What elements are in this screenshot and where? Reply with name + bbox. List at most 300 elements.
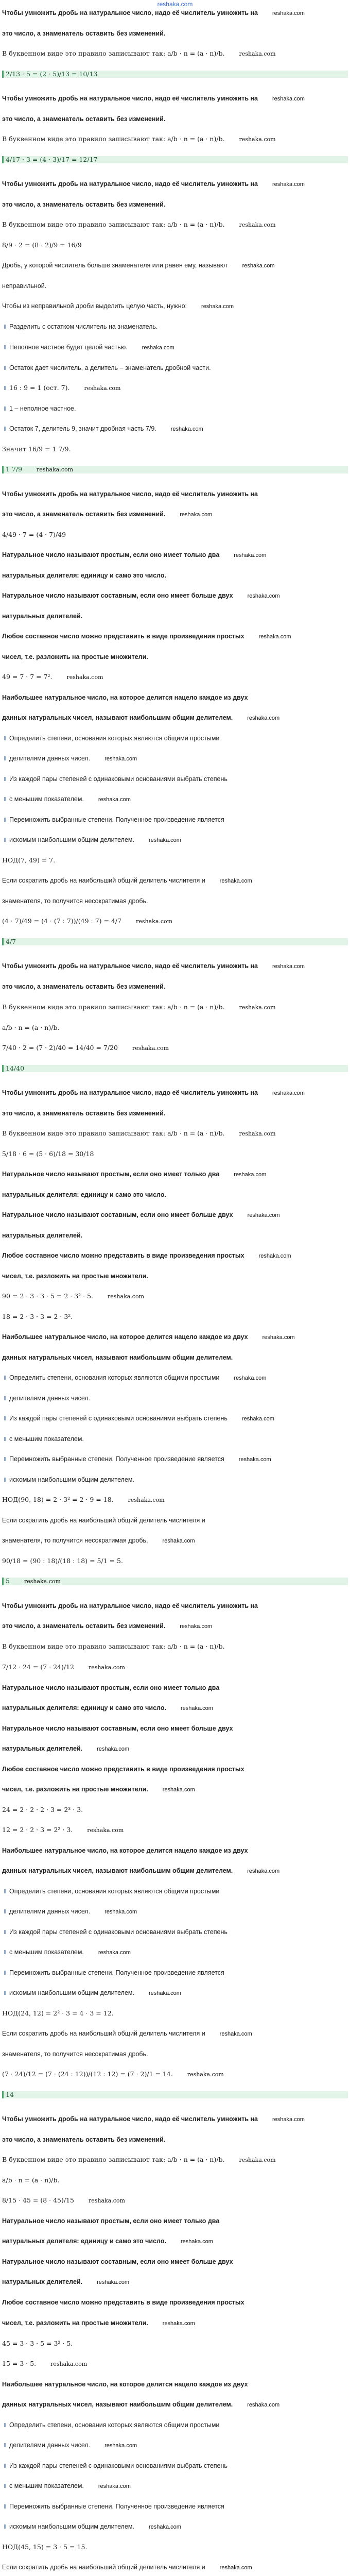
watermark-text: reshaka.com xyxy=(180,2239,213,2245)
line-text: 4/7 xyxy=(6,938,16,946)
answer-line xyxy=(2,156,348,163)
line-text: натуральных делителя: единицу и само это число. xyxy=(2,2238,166,2245)
text-line xyxy=(2,2177,348,2184)
rule-text xyxy=(2,1684,348,1691)
text-line xyxy=(2,1130,348,1138)
text-line xyxy=(2,816,348,823)
line-text: Наибольшее натуральное число, на которое делится нацело каждое из двух xyxy=(2,1333,248,1341)
line-text: 8/15 · 45 = (8 · 45)/15 xyxy=(2,2197,74,2205)
line-text: 45 = 3 · 3 · 5 = 3² · 5. xyxy=(2,2340,73,2347)
text-line xyxy=(2,1643,348,1650)
watermark-text: reshaka.com xyxy=(201,303,234,310)
watermark-text: reshaka.com xyxy=(272,963,305,970)
rule-text xyxy=(2,572,348,579)
text-line xyxy=(2,1557,348,1565)
line-text: Натуральное число называют составным, если оно имеет больше двух xyxy=(2,1724,233,1732)
rule-text xyxy=(2,1354,348,1361)
watermark-text: reshaka.com xyxy=(247,1868,280,1874)
line-text: делителями данных чисел. xyxy=(9,2441,91,2449)
text-line xyxy=(2,1476,348,1483)
line-text: 14 xyxy=(6,2091,14,2099)
rule-text xyxy=(2,1110,348,1117)
rule-text xyxy=(2,2401,348,2409)
text-line xyxy=(2,2071,348,2078)
rule-text xyxy=(2,1622,348,1630)
watermark-text: reshaka.com xyxy=(108,1293,145,1300)
solution-block xyxy=(2,962,348,1088)
watermark-text: reshaka.com xyxy=(128,1497,165,1504)
line-text: знаменателя, то получится несократимая дробь. xyxy=(2,1537,148,1545)
line-text: натуральных делителей. xyxy=(2,1744,83,1752)
watermark-text: reshaka.com xyxy=(234,1375,267,1382)
watermark-text: reshaka.com xyxy=(148,1990,181,1996)
text-line xyxy=(2,735,348,742)
watermark-text: reshaka.com xyxy=(187,2071,224,2078)
text-line xyxy=(2,2010,348,2017)
watermark-text: reshaka.com xyxy=(258,633,291,640)
watermark-text: reshaka.com xyxy=(241,1416,274,1422)
line-text: В буквенном виде это правило записывают так: a/b · n = (a · n)/b. xyxy=(2,1129,225,1137)
line-text: 5 xyxy=(6,1578,10,1585)
line-text: с меньшим показателем. xyxy=(9,1948,84,1956)
line-text: 1 – неполное частное. xyxy=(9,404,76,412)
line-text: Натуральное число называют простым, если оно имеет только два xyxy=(2,1684,220,1691)
watermark-text: reshaka.com xyxy=(219,2564,252,2571)
line-text: натуральных делителя: единицу и само это число. xyxy=(2,1191,166,1198)
solution-block xyxy=(2,490,348,962)
line-text: Остаток 7, делитель 9, значит дробная часть 7/9. xyxy=(9,425,156,432)
text-line xyxy=(2,1395,348,1402)
watermark-text: reshaka.com xyxy=(272,181,305,188)
text-line xyxy=(2,1928,348,1936)
text-line xyxy=(2,384,348,392)
watermark-text: reshaka.com xyxy=(104,1908,137,1915)
line-text: это число, а знаменатель оставить без изменений. xyxy=(2,2136,166,2144)
text-line xyxy=(2,1044,348,1052)
line-text: чисел, т.е. разложить на простые множители. xyxy=(2,653,148,660)
text-line xyxy=(2,2523,348,2531)
line-text: 90/18 = (90 : 18)/(18 : 18) = 5/1 = 5. xyxy=(2,1557,123,1565)
watermark-text: reshaka.com xyxy=(234,1171,267,1178)
rule-text xyxy=(2,1602,348,1609)
line-text: 12 = 2 · 2 · 3 = 2² · 3. xyxy=(2,1826,73,1834)
text-line xyxy=(2,2197,348,2205)
text-line xyxy=(2,1826,348,1834)
line-text: 2/13 · 5 = (2 · 5)/13 = 10/13 xyxy=(6,71,98,78)
rule-text xyxy=(2,1786,348,1793)
rule-text xyxy=(2,633,348,640)
line-text: 7/40 · 2 = (7 · 2)/40 = 14/40 = 7/20 xyxy=(2,1044,118,1052)
line-text: 49 = 7 · 7 = 7². xyxy=(2,673,52,681)
watermark-text: reshaka.com xyxy=(239,1004,276,1011)
line-text: Чтобы умножить дробь на натуральное число, надо её числитель умножить на xyxy=(2,2115,258,2123)
watermark-text: reshaka.com xyxy=(98,796,131,803)
line-text: Дробь, у которой числитель больше знаменателя или равен ему, называют xyxy=(2,262,228,269)
line-text: (4 · 7)/49 = (4 · (7 : 7))/(49 : 7) = 4/7 xyxy=(2,918,122,925)
text-line xyxy=(2,1806,348,1814)
line-text: делителями данных чисел. xyxy=(9,755,91,762)
line-text: 14/40 xyxy=(6,1064,25,1072)
line-text: натуральных делителя: единицу и само это число. xyxy=(2,571,166,579)
line-text: В буквенном виде это правило записывают так: a/b · n = (a · n)/b. xyxy=(2,135,225,143)
watermark-text: reshaka.com xyxy=(88,2197,125,2205)
line-text: Любое составное число можно представить в виде произведения простых xyxy=(2,632,244,640)
line-text: это число, а знаменатель оставить без изменений. xyxy=(2,1622,166,1630)
site-name: reshaka.com xyxy=(157,1,193,8)
watermark-text: reshaka.com xyxy=(88,1664,125,1671)
line-text: Перемножить выбранные степени. Полученное произведение является xyxy=(9,1969,224,1976)
line-text: Из каждой пары степеней с одинаковыми основаниями выбрать степень xyxy=(9,1415,227,1422)
solution-block xyxy=(2,1089,348,1602)
rule-text xyxy=(2,1847,348,1854)
line-text: Чтобы умножить дробь на натуральное число, надо её числитель умножить на xyxy=(2,490,258,498)
line-text: В буквенном виде это правило записывают так: a/b · n = (a · n)/b. xyxy=(2,2156,225,2164)
line-text: делителями данных чисел. xyxy=(9,1907,91,1915)
line-text: это число, а знаменатель оставить без изменений. xyxy=(2,983,166,991)
rule-text xyxy=(2,1704,348,1712)
line-text: Натуральное число называют составным, если оно имеет больше двух xyxy=(2,1211,233,1218)
line-text: с меньшим показателем. xyxy=(9,2482,84,2489)
line-text: Определить степени, основания которых являются общими простыми xyxy=(9,735,220,742)
line-text: В буквенном виде это правило записывают так: a/b · n = (a · n)/b. xyxy=(2,1003,225,1011)
line-text: знаменателя, то получится несократимая дробь. xyxy=(2,897,148,905)
watermark-text: reshaka.com xyxy=(272,96,305,103)
text-line xyxy=(2,1888,348,1895)
text-line xyxy=(2,1004,348,1011)
line-text: Любое составное число можно представить в виде произведения простых xyxy=(2,1251,244,1259)
text-line xyxy=(2,2050,348,2058)
text-line xyxy=(2,50,348,58)
answer-line xyxy=(2,1065,348,1072)
line-text: a/b · n = (a · n)/b. xyxy=(2,1024,60,1031)
watermark-text: reshaka.com xyxy=(104,2442,137,2449)
line-text: натуральных делителей. xyxy=(2,612,83,620)
line-text: НОД(24, 12) = 2² · 3 = 4 · 3 = 12. xyxy=(2,2010,114,2018)
line-text: (7 · 24)/12 = (7 · (24 : 12))/(12 : 12) = (7 · 2)/1 = 14. xyxy=(2,2071,173,2078)
line-text: Разделить с остатком числитель на знаменатель. xyxy=(9,323,158,331)
answer-line xyxy=(2,466,348,473)
watermark-text: reshaka.com xyxy=(24,1578,61,1585)
block-separator xyxy=(2,486,348,489)
text-line xyxy=(2,242,348,249)
rule-text xyxy=(2,1867,348,1875)
watermark-text: reshaka.com xyxy=(247,1212,280,1218)
line-text: данных натуральных чисел, называют наибольшим общим делителем. xyxy=(2,1867,233,1874)
watermark-text: reshaka.com xyxy=(98,2483,131,2489)
watermark-text: reshaka.com xyxy=(272,2116,305,2123)
watermark-text: reshaka.com xyxy=(104,756,137,762)
watermark-text: reshaka.com xyxy=(239,136,276,143)
line-text: это число, а знаменатель оставить без изменений. xyxy=(2,201,166,209)
text-line xyxy=(2,2544,348,2551)
watermark-text: reshaka.com xyxy=(180,1623,213,1630)
text-line xyxy=(2,1537,348,1545)
line-text: с меньшим показателем. xyxy=(9,1435,84,1443)
watermark-text: reshaka.com xyxy=(272,10,305,16)
text-line xyxy=(2,2482,348,2490)
line-text: искомым наибольшим общим делителем. xyxy=(9,1989,134,1996)
line-text: Чтобы умножить дробь на натуральное число, надо её числитель умножить на xyxy=(2,180,258,188)
line-text: Если сократить дробь на наибольший общий делитель числителя и xyxy=(2,877,205,885)
text-line xyxy=(2,897,348,905)
text-line xyxy=(2,302,348,310)
text-line xyxy=(2,1435,348,1443)
rule-text xyxy=(2,1089,348,1097)
text-line xyxy=(2,1313,348,1320)
line-text: чисел, т.е. разложить на простые множители. xyxy=(2,2319,148,2327)
text-line xyxy=(2,2156,348,2164)
rule-text xyxy=(2,1745,348,1753)
rule-text xyxy=(2,714,348,722)
text-line xyxy=(2,405,348,412)
rule-text xyxy=(2,2381,348,2388)
line-text: В буквенном виде это правило записывают так: a/b · n = (a · n)/b. xyxy=(2,1643,225,1651)
line-text: Определить степени, основания которых являются общими простыми xyxy=(9,2421,220,2429)
line-text: Определить степени, основания которых являются общими простыми xyxy=(9,1374,220,1382)
watermark-text: reshaka.com xyxy=(97,1745,130,1752)
text-line xyxy=(2,282,348,290)
text-line xyxy=(2,2462,348,2469)
text-line xyxy=(2,2442,348,2449)
answer-line xyxy=(2,1578,348,1585)
line-text: данных натуральных чисел, называют наибольшим общим делителем. xyxy=(2,2400,233,2408)
rule-text xyxy=(2,9,348,17)
watermark-text: reshaka.com xyxy=(247,715,280,722)
solution-content xyxy=(0,9,350,2576)
block-separator xyxy=(2,1085,348,1088)
line-text: Наибольшее натуральное число, на которое делится нацело каждое из двух xyxy=(2,2380,248,2388)
line-text: Натуральное число называют простым, если оно имеет только два xyxy=(2,1170,220,1178)
rule-text xyxy=(2,1171,348,1178)
line-text: 1 7/9 xyxy=(6,465,23,473)
line-text: 16 : 9 = 1 (ост. 7). xyxy=(9,384,70,392)
watermark-text: reshaka.com xyxy=(219,2031,252,2038)
line-text: Значит 16/9 = 1 7/9. xyxy=(2,445,71,453)
watermark-text: reshaka.com xyxy=(162,2320,195,2327)
watermark-text: reshaka.com xyxy=(148,2523,181,2530)
text-line xyxy=(2,2360,348,2368)
watermark-text: reshaka.com xyxy=(239,222,276,229)
answer-line xyxy=(2,71,348,78)
text-line xyxy=(2,344,348,351)
watermark-text: reshaka.com xyxy=(242,263,275,269)
text-line xyxy=(2,221,348,229)
line-text: с меньшим показателем. xyxy=(9,795,84,803)
rule-text xyxy=(2,1333,348,1341)
line-text: искомым наибольшим общим делителем. xyxy=(9,2522,134,2530)
line-text: 4/17 · 3 = (4 · 3)/17 = 12/17 xyxy=(6,156,98,164)
line-text: Любое составное число можно представить в виде произведения простых xyxy=(2,2299,244,2307)
watermark-text: reshaka.com xyxy=(247,592,280,599)
text-line xyxy=(2,795,348,803)
rule-text xyxy=(2,1766,348,1773)
rule-text xyxy=(2,2299,348,2306)
rule-text xyxy=(2,30,348,37)
line-text: это число, а знаменатель оставить без изменений. xyxy=(2,30,166,38)
text-line xyxy=(2,1024,348,1031)
line-text: Из каждой пары степеней с одинаковыми основаниями выбрать степень xyxy=(9,2462,227,2469)
rule-text xyxy=(2,1273,348,1280)
watermark-text: reshaka.com xyxy=(238,1456,271,1463)
watermark-text: reshaka.com xyxy=(239,2157,276,2164)
watermark-text: reshaka.com xyxy=(66,674,103,681)
watermark-text: reshaka.com xyxy=(239,50,276,58)
line-text: чисел, т.е. разложить на простые множители. xyxy=(2,1785,148,1793)
line-text: Перемножить выбранные степени. Полученное произведение является xyxy=(9,1455,224,1463)
rule-text xyxy=(2,551,348,559)
watermark-text: reshaka.com xyxy=(247,2401,280,2408)
line-text: 24 = 2 · 2 · 2 · 3 = 2³ · 3. xyxy=(2,1806,83,1814)
watermark-text: reshaka.com xyxy=(98,1949,131,1956)
line-text: Наибольшее натуральное число, на которое делится нацело каждое из двух xyxy=(2,1846,248,1854)
solution-block xyxy=(2,9,348,94)
text-line xyxy=(2,323,348,330)
line-text: Перемножить выбранные степени. Полученное произведение является xyxy=(9,2502,224,2510)
text-line xyxy=(2,1496,348,1504)
text-line xyxy=(2,857,348,864)
block-separator xyxy=(2,91,348,94)
line-text: данных натуральных чисел, называют наибольшим общим делителем. xyxy=(2,1354,233,1362)
rule-text xyxy=(2,2217,348,2225)
watermark-text: reshaka.com xyxy=(84,384,121,392)
text-line xyxy=(2,1374,348,1382)
answer-line xyxy=(2,2091,348,2098)
text-line xyxy=(2,1969,348,1976)
watermark-text: reshaka.com xyxy=(162,1786,195,1793)
line-text: это число, а знаменатель оставить без изменений. xyxy=(2,115,166,123)
line-text: 5/18 · 6 = (5 · 6)/18 = 30/18 xyxy=(2,1150,94,1158)
text-line xyxy=(2,1150,348,1158)
text-line xyxy=(2,2030,348,2038)
watermark-text: reshaka.com xyxy=(219,878,252,885)
rule-text xyxy=(2,2278,348,2286)
text-line xyxy=(2,2564,348,2571)
text-line xyxy=(2,425,348,433)
rule-text xyxy=(2,1211,348,1219)
text-line xyxy=(2,2421,348,2429)
watermark-text: reshaka.com xyxy=(50,2360,87,2367)
rule-text xyxy=(2,613,348,620)
watermark-text: reshaka.com xyxy=(37,466,74,473)
line-text: неправильной. xyxy=(2,282,47,290)
line-text: 7/12 · 24 = (7 · 24)/12 xyxy=(2,1663,74,1671)
text-line xyxy=(2,2503,348,2510)
rule-text xyxy=(2,95,348,103)
line-text: Из каждой пары степеней с одинаковыми основаниями выбрать степень xyxy=(9,1928,227,1936)
rule-text xyxy=(2,511,348,518)
rule-text xyxy=(2,983,348,990)
watermark-text: reshaka.com xyxy=(87,1826,124,1834)
line-text: НОД(90, 18) = 2 · 3² = 2 · 9 = 18. xyxy=(2,1496,114,1504)
watermark-text: reshaka.com xyxy=(136,918,173,925)
rule-text xyxy=(2,1191,348,1198)
line-text: это число, а знаменатель оставить без изменений. xyxy=(2,1109,166,1117)
text-line xyxy=(2,1664,348,1671)
line-text: Определить степени, основания которых являются общими простыми xyxy=(9,1887,220,1895)
text-line xyxy=(2,2340,348,2347)
text-line xyxy=(2,1948,348,1956)
text-line xyxy=(2,1455,348,1463)
watermark-text: reshaka.com xyxy=(132,1044,169,1052)
line-text: это число, а знаменатель оставить без изменений. xyxy=(2,510,166,518)
text-line xyxy=(2,1908,348,1916)
text-line xyxy=(2,531,348,538)
block-separator xyxy=(2,2111,348,2114)
text-line xyxy=(2,1293,348,1300)
watermark-text: reshaka.com xyxy=(142,344,174,351)
rule-text xyxy=(2,490,348,498)
answer-line xyxy=(2,938,348,945)
rule-text xyxy=(2,653,348,660)
rule-text xyxy=(2,2319,348,2327)
line-text: Если сократить дробь на наибольший общий делитель числителя и xyxy=(2,1517,205,1524)
text-line xyxy=(2,918,348,925)
line-text: Натуральное число называют составным, если оно имеет больше двух xyxy=(2,2258,233,2266)
text-line xyxy=(2,673,348,681)
line-text: Наибольшее натуральное число, на которое делится нацело каждое из двух xyxy=(2,694,248,702)
text-line xyxy=(2,877,348,885)
line-text: 15 = 3 · 5. xyxy=(2,2360,37,2367)
line-text: данных натуральных чисел, называют наибольшим общим делителем. xyxy=(2,714,233,722)
text-line xyxy=(2,135,348,143)
watermark-text: reshaka.com xyxy=(180,511,213,518)
line-text: Чтобы умножить дробь на натуральное число, надо её числитель умножить на xyxy=(2,95,258,103)
text-line xyxy=(2,1415,348,1422)
line-text: 8/9 · 2 = (8 · 2)/9 = 16/9 xyxy=(2,242,82,249)
line-text: НОД(45, 15) = 3 · 5 = 15. xyxy=(2,2543,87,2551)
line-text: Натуральное число называют составным, если оно имеет больше двух xyxy=(2,591,233,599)
rule-text xyxy=(2,592,348,600)
solution-block xyxy=(2,95,348,179)
watermark-text: reshaka.com xyxy=(262,1334,295,1341)
line-text: натуральных делителей. xyxy=(2,2278,83,2286)
rule-text xyxy=(2,201,348,208)
line-text: 4/49 · 7 = (4 · 7)/49 xyxy=(2,531,66,538)
line-text: Чтобы из неправильной дроби выделить целую часть, нужно: xyxy=(2,302,187,310)
solution-block xyxy=(2,1602,348,2114)
line-text: Натуральное число называют простым, если оно имеет только два xyxy=(2,551,220,558)
text-line xyxy=(2,775,348,783)
text-line xyxy=(2,1517,348,1524)
line-text: Если сократить дробь на наибольший общий делитель числителя и xyxy=(2,2563,205,2571)
rule-text xyxy=(2,2115,348,2123)
solution-block xyxy=(2,2115,348,2576)
line-text: натуральных делителей. xyxy=(2,1231,83,1239)
line-text: 18 = 2 · 3 · 3 = 2 · 3². xyxy=(2,1313,73,1320)
line-text: искомым наибольшим общим делителем. xyxy=(9,836,134,844)
line-text: В буквенном виде это правило записывают так: a/b · n = (a · n)/b. xyxy=(2,221,225,229)
watermark-text: reshaka.com xyxy=(239,1130,276,1137)
line-text: 90 = 2 · 3 · 3 · 5 = 2 · 3² · 5. xyxy=(2,1292,94,1300)
watermark-text: reshaka.com xyxy=(97,2279,130,2286)
block-separator xyxy=(2,1598,348,1601)
watermark-text: reshaka.com xyxy=(170,426,203,432)
line-text: a/b · n = (a · n)/b. xyxy=(2,2177,60,2184)
rule-text xyxy=(2,1252,348,1260)
rule-text xyxy=(2,1232,348,1239)
rule-text xyxy=(2,180,348,188)
watermark-text: reshaka.com xyxy=(234,552,267,558)
rule-text xyxy=(2,2136,348,2143)
line-text: НОД(7, 49) = 7. xyxy=(2,857,56,865)
line-text: делителями данных чисел. xyxy=(9,1395,91,1402)
line-text: знаменателя, то получится несократимая дробь. xyxy=(2,2050,148,2058)
line-text: натуральных делителя: единицу и само это число. xyxy=(2,1704,166,1711)
line-text: Остаток дает числитель, а делитель – знаменатель дробной части. xyxy=(9,364,211,371)
block-separator xyxy=(2,958,348,961)
line-text: Чтобы умножить дробь на натуральное число, надо её числитель умножить на xyxy=(2,9,258,16)
line-text: искомым наибольшим общим делителем. xyxy=(9,1476,134,1484)
